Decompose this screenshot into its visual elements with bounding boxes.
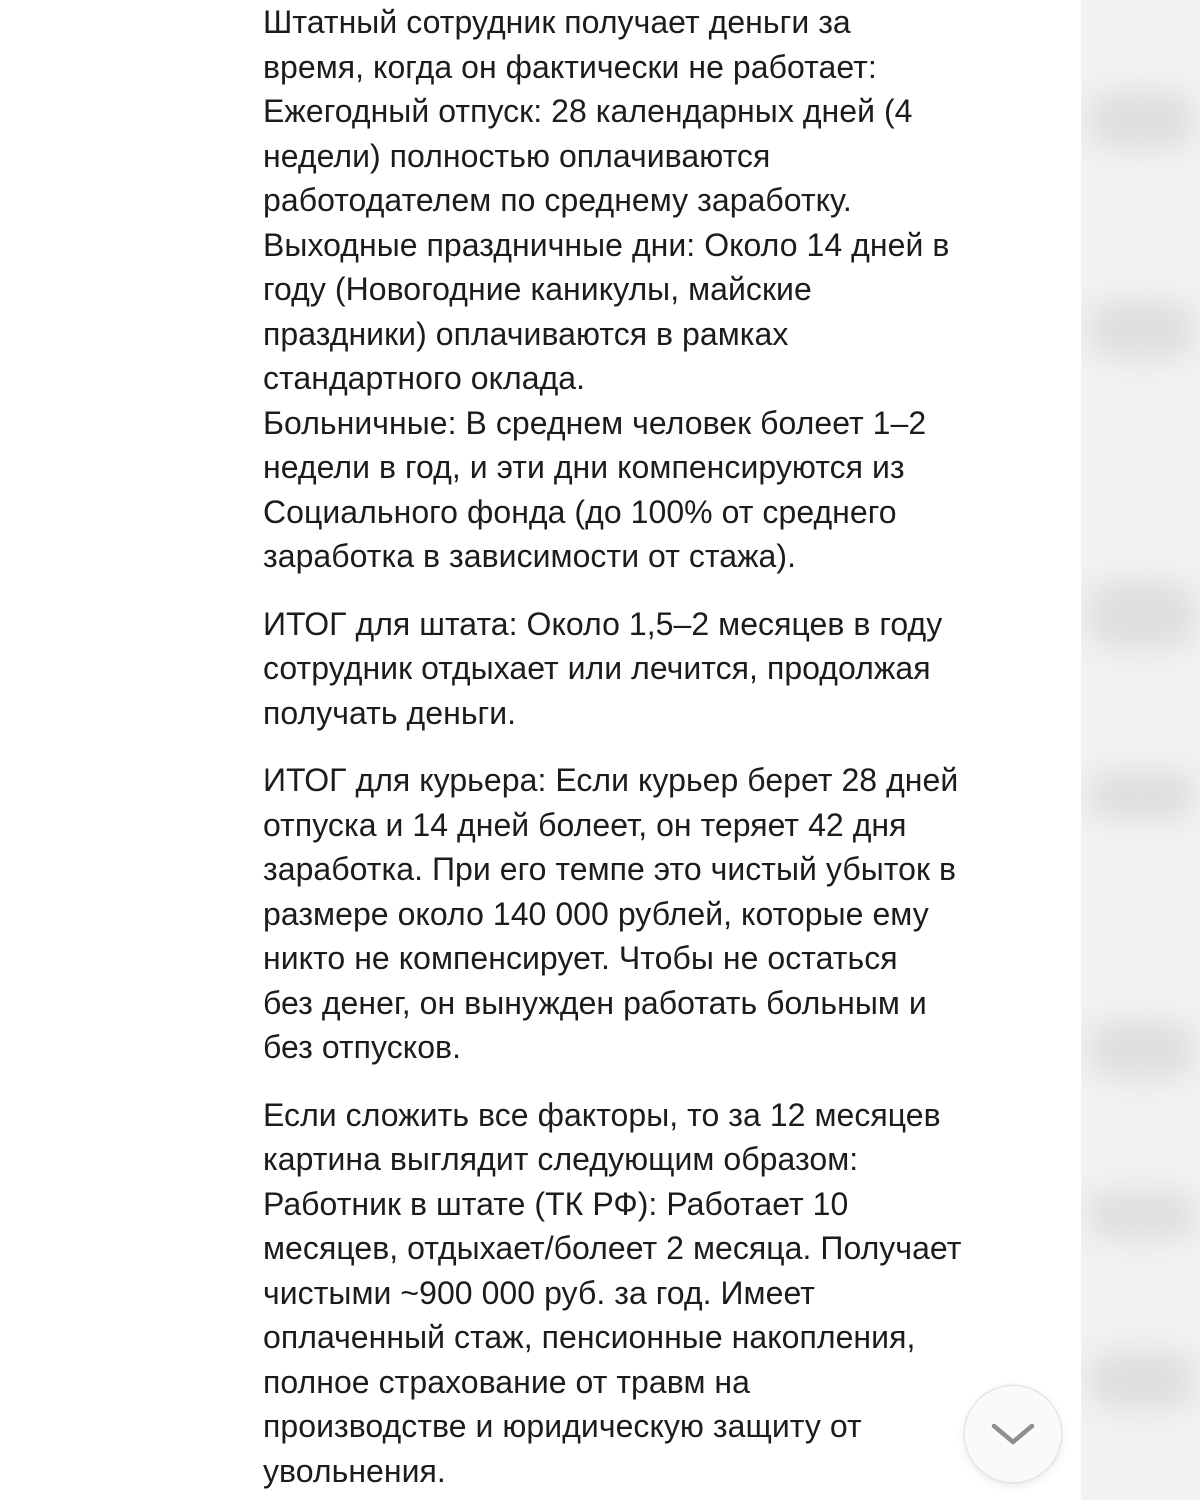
blurred-avatar	[1087, 580, 1197, 650]
paragraph-staff-summary: ИТОГ для штата: Около 1,5–2 месяцев в году сотрудник отдыхает или лечится, продолжая получать деньги.	[263, 605, 943, 731]
message-body	[263, 0, 1063, 1493]
scroll-down-button[interactable]	[965, 1386, 1061, 1482]
blurred-avatar	[1087, 770, 1197, 820]
paragraph-yearly-comparison: Если сложить все факторы, то за 12 месяцев картина выглядит следующим образом: Работник в штате (ТК РФ): Работает 10 месяцев, отдыхает/болеет 2 месяца. Получает чистыми ~900 000 руб. за год. Имеет оплаченный стаж, пенсионные накопления, полное страхование от травм на производстве и юридическую защиту от увольнения.	[263, 1096, 962, 1489]
blurred-avatar	[1087, 1190, 1197, 1240]
blurred-avatar	[1087, 1350, 1197, 1410]
blurred-avatar	[1087, 90, 1197, 150]
chevron-down-icon	[990, 1421, 1036, 1447]
blurred-avatar	[1087, 300, 1197, 360]
paragraph-staff-paid-leave: Штатный сотрудник получает деньги за время, когда он фактически не работает: Ежегодный отпуск: 28 календарных дней (4 недели) полностью оплачиваются работодателем по среднему заработку. Выходные праздничные дни: Около 14 дней в году (Новогодние каникулы, майские праздники) оплачиваются в рамках стандартного оклада. Больничные: В среднем человек болеет 1–2 недели в год, и эти дни компенсируются из Социального фонда (до 100% от среднего заработка в зависимости от стажа).	[263, 4, 950, 574]
paragraph-courier-summary: ИТОГ для курьера: Если курьер берет 28 дней отпуска и 14 дней болеет, он теряет 42 дня заработка. При его темпе это чистый убыток в размере около 140 000 рублей, которые ему никто не компенсирует. Чтобы не остаться без денег, он вынужден работать больным и без отпусков.	[263, 762, 959, 1065]
blurred-side-panel	[1081, 0, 1200, 1500]
blurred-avatar	[1087, 1020, 1197, 1080]
